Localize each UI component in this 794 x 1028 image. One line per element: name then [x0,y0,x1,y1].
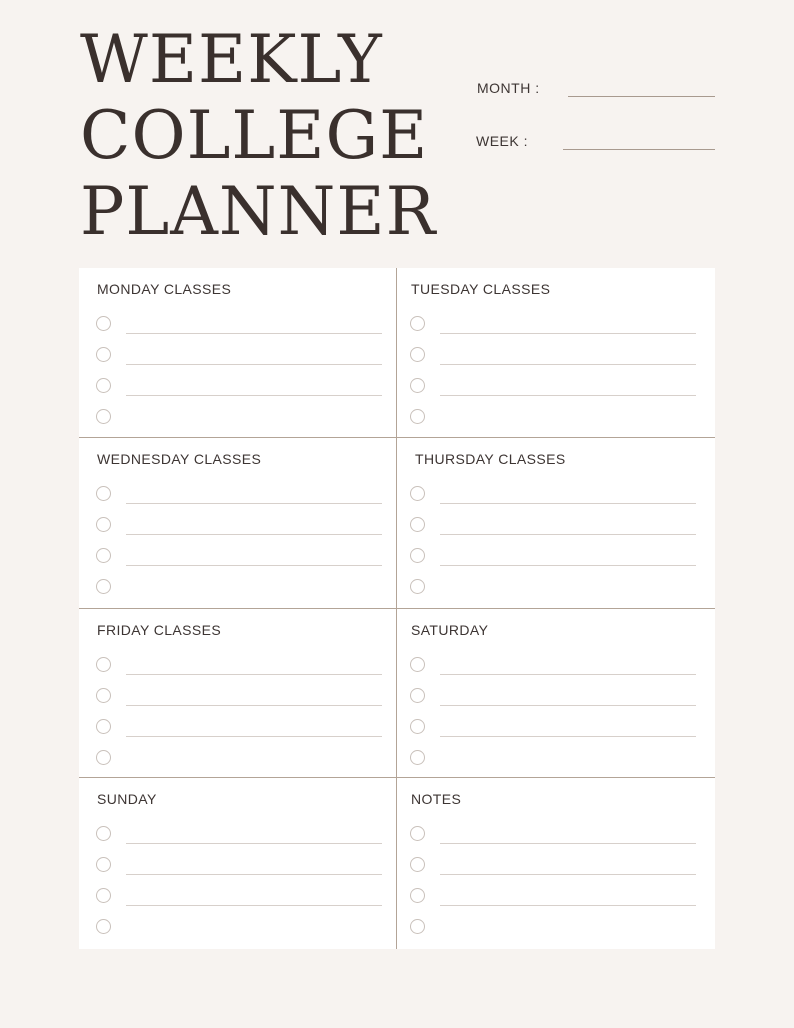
checkbox-circle-icon[interactable] [410,517,425,532]
checklist-item [96,579,382,599]
checkbox-circle-icon[interactable] [96,579,111,594]
checklist-item [410,548,696,568]
checkbox-circle-icon[interactable] [96,347,111,362]
checklist-item [96,888,382,908]
planner-grid [79,268,715,949]
checkbox-circle-icon[interactable] [96,486,111,501]
week-label: WEEK : [476,133,529,149]
checkbox-circle-icon[interactable] [410,378,425,393]
write-line[interactable] [126,534,382,535]
checklist-item [410,347,696,367]
title-line-3: PLANNER [80,173,437,250]
checklist-item [410,750,696,770]
checklist-item [410,826,696,846]
checklist-item [410,857,696,877]
write-line[interactable] [126,905,382,906]
write-line[interactable] [440,395,696,396]
checkbox-circle-icon[interactable] [410,347,425,362]
checklist-item [410,919,696,939]
checklist-item [410,409,696,429]
checkbox-circle-icon[interactable] [96,409,111,424]
checkbox-circle-icon[interactable] [410,688,425,703]
checklist-item [410,517,696,537]
section-title: WEDNESDAY CLASSES [97,451,262,467]
section-notes [397,778,715,948]
section-title: MONDAY CLASSES [97,281,232,297]
checklist-item [410,688,696,708]
title-line-2: COLLEGE [80,97,429,174]
write-line[interactable] [440,534,696,535]
checkbox-circle-icon[interactable] [96,657,111,672]
checklist-item [96,347,382,367]
checkbox-circle-icon[interactable] [96,316,111,331]
planner-title [80,22,436,250]
write-line[interactable] [126,674,382,675]
write-line[interactable] [126,333,382,334]
section-tuesday-classes [397,268,715,438]
checkbox-circle-icon[interactable] [410,486,425,501]
write-line[interactable] [440,565,696,566]
checkbox-circle-icon[interactable] [96,548,111,563]
checkbox-circle-icon[interactable] [410,719,425,734]
checklist-item [410,888,696,908]
section-friday-classes [79,609,397,779]
checkbox-circle-icon[interactable] [96,688,111,703]
checklist-item [96,409,382,429]
write-line[interactable] [440,705,696,706]
title-line-1: WEEKLY [80,21,383,98]
write-line[interactable] [440,364,696,365]
checklist-item [96,548,382,568]
checklist-item [96,316,382,336]
checklist-item [96,719,382,739]
month-label: MONTH : [477,80,540,96]
checkbox-circle-icon[interactable] [96,826,111,841]
write-line[interactable] [440,333,696,334]
checkbox-circle-icon[interactable] [410,548,425,563]
checkbox-circle-icon[interactable] [410,857,425,872]
write-line[interactable] [126,503,382,504]
checkbox-circle-icon[interactable] [410,316,425,331]
write-line[interactable] [440,674,696,675]
section-title: TUESDAY CLASSES [411,281,551,297]
write-line[interactable] [126,843,382,844]
checklist-item [96,688,382,708]
checkbox-circle-icon[interactable] [96,888,111,903]
checkbox-circle-icon[interactable] [410,657,425,672]
checklist-item [96,378,382,398]
section-saturday [397,609,715,779]
section-wednesday-classes [79,438,397,608]
checkbox-circle-icon[interactable] [410,409,425,424]
write-line[interactable] [126,364,382,365]
checklist-item [410,579,696,599]
checkbox-circle-icon[interactable] [96,719,111,734]
checkbox-circle-icon[interactable] [96,857,111,872]
checkbox-circle-icon[interactable] [410,750,425,765]
checklist-item [96,826,382,846]
checklist-item [410,657,696,677]
checklist-item [96,657,382,677]
checkbox-circle-icon[interactable] [410,888,425,903]
checkbox-circle-icon[interactable] [96,378,111,393]
checklist-item [96,486,382,506]
write-line[interactable] [126,565,382,566]
write-line[interactable] [440,874,696,875]
write-line[interactable] [126,705,382,706]
section-title: FRIDAY CLASSES [97,622,222,638]
section-title: NOTES [411,791,462,807]
write-line[interactable] [126,736,382,737]
write-line[interactable] [440,736,696,737]
write-line[interactable] [440,843,696,844]
checklist-item [96,919,382,939]
checklist-item [96,517,382,537]
checklist-item [410,378,696,398]
write-line[interactable] [126,874,382,875]
checkbox-circle-icon[interactable] [410,919,425,934]
checkbox-circle-icon[interactable] [96,517,111,532]
month-field[interactable] [568,96,715,97]
checkbox-circle-icon[interactable] [410,826,425,841]
section-title: THURSDAY CLASSES [415,451,566,467]
checkbox-circle-icon[interactable] [410,579,425,594]
section-title: SATURDAY [411,622,489,638]
section-thursday-classes [397,438,715,608]
checklist-item [410,486,696,506]
checklist-item [410,316,696,336]
checkbox-circle-icon[interactable] [96,919,111,934]
section-title: SUNDAY [97,791,157,807]
checklist-item [96,857,382,877]
checkbox-circle-icon[interactable] [96,750,111,765]
checklist-item [96,750,382,770]
checklist-item [410,719,696,739]
section-sunday [79,778,397,948]
write-line[interactable] [126,395,382,396]
week-field[interactable] [563,149,715,150]
write-line[interactable] [440,905,696,906]
section-monday-classes [79,268,397,438]
write-line[interactable] [440,503,696,504]
